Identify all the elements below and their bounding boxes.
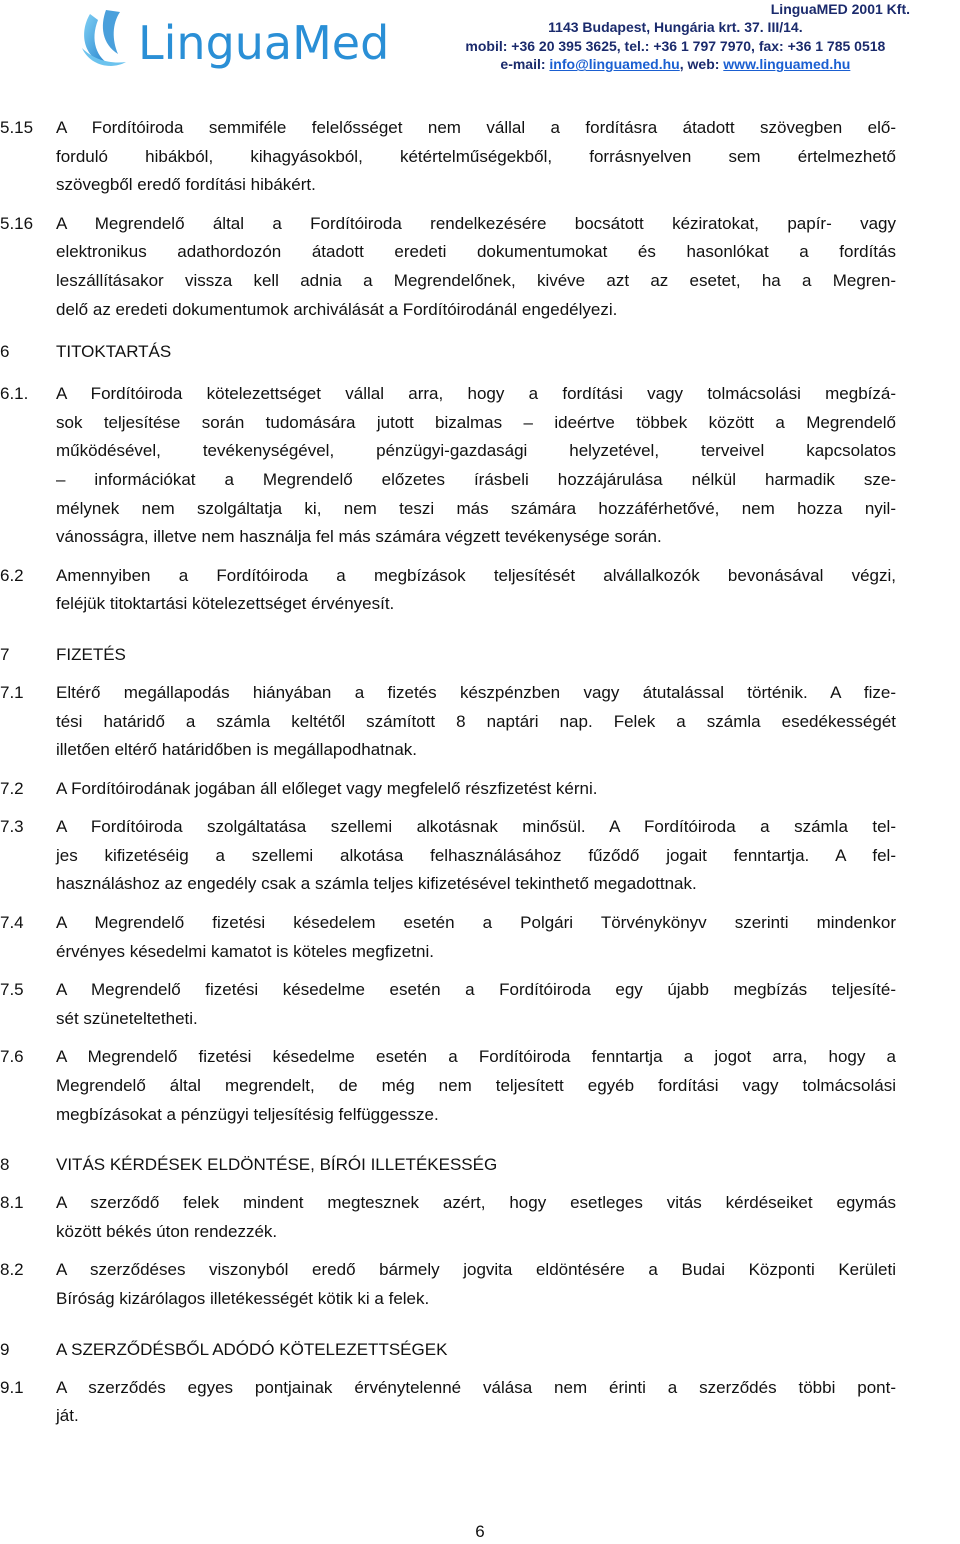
- text-line: használáshoz az engedély csak a számla teljes kifizetésével tekinthető megadottnak.: [56, 874, 697, 894]
- clause-text: [56, 909, 896, 966]
- section-title: A SZERZŐDÉSBŐL ADÓDÓ KÖTELEZETTSÉGEK: [56, 1339, 448, 1359]
- email-label: e-mail:: [500, 56, 550, 73]
- text-line: leszállításakor vissza kell adnia a Megrendelőnek, kivéve azt az esetet, ha a Megren-: [56, 270, 896, 290]
- text-line: Eltérő megállapodás hiányában a fizetés készpénzben vagy átutalással történik. A fize-: [56, 682, 896, 702]
- clause-9-1: [0, 1374, 960, 1431]
- text-line: A Fordítóirodának jogában áll előleget vagy megfelelő részfizetést kérni.: [56, 778, 598, 798]
- text-line: megbízásokat a pénzügyi teljesítésig felfüggessze.: [56, 1104, 439, 1124]
- clause-8-2: [0, 1256, 960, 1313]
- clause-number: 9.1: [0, 1377, 24, 1397]
- section-number: 8: [0, 1155, 10, 1175]
- clause-number: 6.1.: [0, 384, 29, 404]
- clause-number: 6.2: [0, 565, 24, 585]
- text-line: szövegből eredő fordítási hibákért.: [56, 175, 316, 195]
- company-address: 1143 Budapest, Hungária krt. 37. III/14.: [548, 19, 803, 36]
- contact-block: [441, 0, 910, 74]
- logo-icon: [76, 4, 396, 74]
- text-line: működésével, tevékenységével, pénzügyi-gazdasági helyzetével, terveivel kapcsolatos: [56, 441, 896, 461]
- text-line: A Fordítóiroda kötelezettséget vállal arra, hogy a fordítási vagy tolmácsolási megbízá-: [56, 384, 896, 404]
- text-line: A Fordítóiroda semmiféle felelősséget nem vállal a fordításra átadott szövegben elő-: [56, 118, 896, 137]
- text-line: sok teljesítése során tudomására jutott bizalmas – ideértve többek között a Megrendelő: [56, 412, 896, 432]
- clause-text: [56, 114, 896, 200]
- clause-7-2: [0, 775, 960, 804]
- text-line: feléjük titoktartási kötelezettséget érvényesít.: [56, 594, 395, 614]
- document-body: [0, 114, 960, 1431]
- company-phones: mobil: +36 20 395 3625, tel.: +36 1 797 7970, fax: +36 1 785 0518: [465, 37, 886, 54]
- clause-5-16: [0, 210, 960, 324]
- clause-number: 7.3: [0, 817, 24, 837]
- clause-text: [56, 210, 896, 324]
- clause-number: 7.5: [0, 980, 24, 1000]
- clause-7-5: [0, 976, 960, 1033]
- text-line: delő az eredeti dokumentumok archiválását a Fordítóirodánál engedélyezi.: [56, 299, 618, 319]
- section-heading-7: [0, 641, 960, 669]
- clause-number: 7.6: [0, 1047, 24, 1067]
- company-name: LinguaMED 2001 Kft.: [770, 1, 910, 17]
- text-line: A Megrendelő fizetési késedelme esetén a Fordítóiroda fenntartja a jogot arra, hogy a: [56, 1047, 896, 1067]
- clause-number: 8.1: [0, 1193, 24, 1213]
- text-line: elektronikus adathordozón átadott eredeti dokumentumokat és hasonlókat a fordítás: [56, 242, 896, 262]
- text-line: tési határidő a számla keltétől számított 8 naptári nap. Felek a számla esedékességét: [56, 711, 896, 731]
- section-title: FIZETÉS: [56, 644, 126, 664]
- section-heading-9: [0, 1336, 960, 1364]
- email-link[interactable]: info@linguamed.hu: [549, 56, 680, 73]
- text-line: A szerződéses viszonyból eredő bármely jogvita eldöntésére a Budai Központi Kerületi: [56, 1260, 896, 1280]
- clause-5-15: [0, 114, 960, 200]
- clause-text: [56, 380, 896, 552]
- logo-text: LinguaMed: [138, 16, 390, 70]
- clause-7-6: [0, 1043, 960, 1129]
- page-header: [0, 0, 960, 78]
- clause-text: [56, 775, 896, 804]
- clause-number: 5.16: [0, 213, 34, 233]
- clause-text: [56, 1043, 896, 1129]
- clause-number: 7.1: [0, 682, 24, 702]
- text-line: illetően eltérő határidőben is megállapodhatnak.: [56, 740, 418, 760]
- clause-number: 8.2: [0, 1260, 24, 1280]
- clause-text: [56, 1256, 896, 1313]
- text-line: ját.: [56, 1406, 79, 1426]
- text-line: mélynek nem szolgáltatja ki, nem teszi más számára hozzáférhetővé, nem hozza nyil-: [56, 498, 896, 518]
- web-label: , web:: [679, 56, 724, 73]
- section-heading-8: [0, 1151, 960, 1179]
- clause-number: 5.15: [0, 118, 34, 137]
- text-line: között békés úton rendezzék.: [56, 1221, 278, 1241]
- clause-7-3: [0, 813, 960, 899]
- section-title: VITÁS KÉRDÉSEK ELDÖNTÉSE, BÍRÓI ILLETÉKESSÉG: [56, 1155, 498, 1175]
- text-line: A szerződés egyes pontjainak érvénytelenné válása nem érinti a szerződés többi pont-: [56, 1377, 896, 1397]
- section-number: 7: [0, 644, 10, 664]
- text-line: Bíróság kizárólagos illetékességét kötik ki a felek.: [56, 1289, 430, 1308]
- text-line: jes kifizetéséig a szellemi alkotása felhasználásához fűződő jogait fenntartja. A fel-: [56, 845, 896, 865]
- clause-text: [56, 1189, 896, 1246]
- section-number: 9: [0, 1339, 10, 1359]
- web-link[interactable]: www.linguamed.hu: [723, 56, 851, 73]
- company-email-web: [441, 55, 910, 73]
- text-line: forduló hibákból, kihagyásokból, kétértelműségekből, forrásnyelven sem értelmezhető: [56, 146, 896, 166]
- text-line: – információkat a Megrendelő előzetes írásbeli hozzájárulása nélkül harmadik sze-: [56, 469, 896, 489]
- text-line: A Fordítóiroda szolgáltatása szellemi alkotásnak minősül. A Fordítóiroda a számla tel-: [56, 817, 896, 837]
- text-line: A Megrendelő fizetési késedelme esetén a Fordítóiroda egy újabb megbízás teljesíté-: [56, 980, 896, 1000]
- text-line: A Megrendelő fizetési késedelem esetén a Polgári Törvénykönyv szerinti mindenkor: [56, 913, 896, 933]
- text-line: sét szüneteltetheti.: [56, 1008, 198, 1028]
- clause-6-2: [0, 562, 960, 619]
- text-line: A szerződő felek mindent megtesznek azért, hogy esetleges vitás kérdéseiket egymás: [56, 1193, 896, 1213]
- section-title: TITOKTARTÁS: [56, 342, 172, 362]
- clause-number: 7.4: [0, 913, 24, 933]
- clause-7-1: [0, 679, 960, 765]
- page-number: 6: [475, 1522, 485, 1541]
- text-line: Amennyiben a Fordítóiroda a megbízások teljesítését alvállalkozók bevonásával végzi,: [56, 565, 896, 585]
- clause-8-1: [0, 1189, 960, 1246]
- linguamed-logo: [76, 4, 396, 74]
- clause-text: [56, 562, 896, 619]
- section-heading-6: [0, 338, 960, 366]
- text-line: érvényes késedelmi kamatot is köteles megfizetni.: [56, 941, 434, 961]
- clause-text: [56, 976, 896, 1033]
- clause-text: [56, 679, 896, 765]
- section-number: 6: [0, 342, 10, 362]
- clause-text: [56, 1374, 896, 1431]
- text-line: A Megrendelő által a Fordítóiroda rendelkezésére bocsátott kéziratokat, papír- vagy: [56, 213, 896, 233]
- clause-number: 7.2: [0, 778, 24, 798]
- clause-7-4: [0, 909, 960, 966]
- text-line: Megrendelő által megrendelt, de még nem teljesített egyéb fordítási vagy tolmácsolási: [56, 1076, 896, 1096]
- clause-6-1: [0, 380, 960, 552]
- text-line: vánosságra, illetve nem használja fel más számára végzett tevékenysége során.: [56, 527, 662, 547]
- clause-text: [56, 813, 896, 899]
